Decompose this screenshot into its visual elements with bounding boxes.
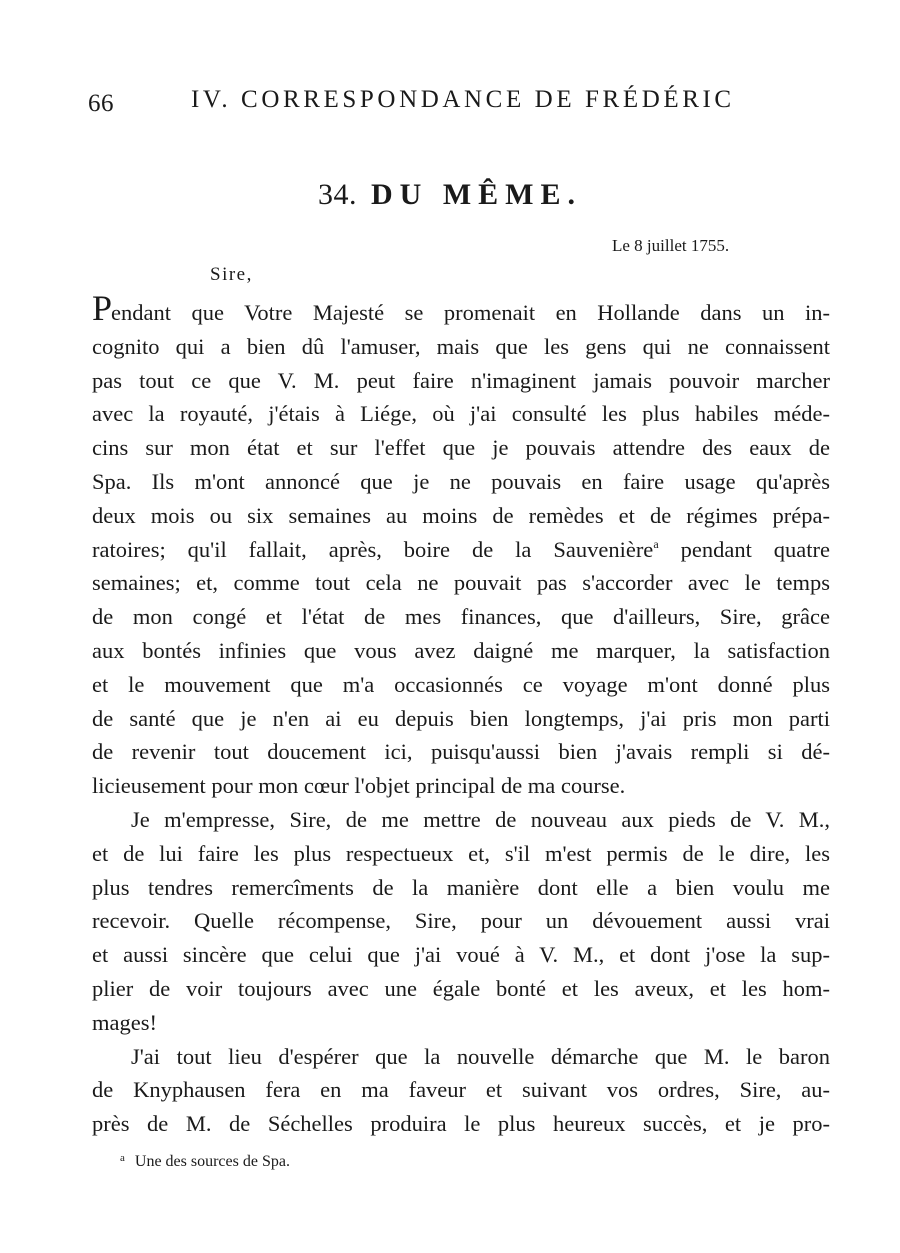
text-line: et de lui faire les plus respectueux et, s'il m'est permis de le dire, les bbox=[92, 840, 830, 866]
text-line: mages! bbox=[92, 1009, 157, 1035]
running-title: IV. CORRESPONDANCE DE FRÉDÉRIC bbox=[191, 86, 735, 113]
text-line: semaines; et, comme tout cela ne pouvait pas s'accorder avec le temps bbox=[92, 570, 830, 596]
letter-body bbox=[92, 288, 830, 1141]
text-line: pas tout ce que V. M. peut faire n'imaginent jamais pouvoir marcher bbox=[92, 367, 830, 393]
text-line: et aussi sincère que celui que j'ai voué à V. M., et dont j'ose la sup- bbox=[92, 942, 830, 968]
letter-number: 34. bbox=[318, 178, 357, 211]
page-number: 66 bbox=[88, 90, 114, 117]
running-header bbox=[88, 84, 828, 124]
text-line: aux bontés infinies que vous avez daigné me marquer, la satisfaction bbox=[92, 637, 830, 663]
text-line: ratoires; qu'il fallait, après, boire de la Sauvenière$^a$ pendant quatre bbox=[92, 536, 830, 562]
text-line: Je m'empresse, Sire, de me mettre de nouveau aux pieds de V. M., bbox=[131, 806, 830, 832]
letter-title bbox=[0, 178, 900, 212]
text-line: de santé que je n'en ai eu depuis bien longtemps, j'ai pris mon parti bbox=[92, 705, 830, 731]
text-line: plus tendres remercîments de la manière dont elle a bien voulu me bbox=[92, 874, 830, 900]
text-line: recevoir. Quelle récompense, Sire, pour un dévouement aussi vrai bbox=[92, 908, 830, 934]
dateline: Le 8 juillet 1755. bbox=[612, 236, 730, 255]
drop-cap: P bbox=[92, 288, 112, 328]
salutation: Sire, bbox=[210, 264, 253, 285]
text-line: près de M. de Séchelles produira le plus heureux succès, et je pro- bbox=[92, 1111, 830, 1137]
text-line: Spa. Ils m'ont annoncé que je ne pouvais en faire usage qu'après bbox=[92, 468, 830, 494]
text-line: licieusement pour mon cœur l'objet principal de ma course. bbox=[92, 773, 626, 799]
footnote-mark: a bbox=[120, 1152, 125, 1164]
text-line: et le mouvement que m'a occasionnés ce voyage m'ont donné plus bbox=[92, 671, 830, 697]
footnote-text: Une des sources de Spa. bbox=[134, 1153, 290, 1170]
text-line: avec la royauté, j'étais à Liége, où j'ai consulté les plus habiles méde- bbox=[92, 401, 830, 427]
text-line: de mon congé et l'état de mes finances, que d'ailleurs, Sire, grâce bbox=[92, 604, 830, 630]
text-line: Pendant que Votre Majesté se promenait en Hollande dans un in- bbox=[92, 288, 830, 328]
footnote-reference[interactable]: a bbox=[653, 536, 659, 551]
footnote bbox=[120, 1152, 290, 1171]
text-line: cins sur mon état et sur l'effet que je pouvais attendre des eaux de bbox=[92, 435, 830, 461]
text-line: J'ai tout lieu d'espérer que la nouvelle démarche que M. le baron bbox=[131, 1043, 830, 1069]
letter-heading: DU MÊME. bbox=[371, 178, 582, 211]
text-line: de Knyphausen fera en ma faveur et suivant vos ordres, Sire, au- bbox=[92, 1077, 830, 1103]
text-line: de revenir tout doucement ici, puisqu'aussi bien j'avais rempli si dé- bbox=[92, 739, 830, 765]
text-line: deux mois ou six semaines au moins de remèdes et de régimes prépa- bbox=[92, 502, 830, 528]
text-line: plier de voir toujours avec une égale bonté et les aveux, et les hom- bbox=[92, 975, 830, 1001]
text-line: cognito qui a bien dû l'amuser, mais que les gens qui ne connaissent bbox=[92, 333, 830, 359]
